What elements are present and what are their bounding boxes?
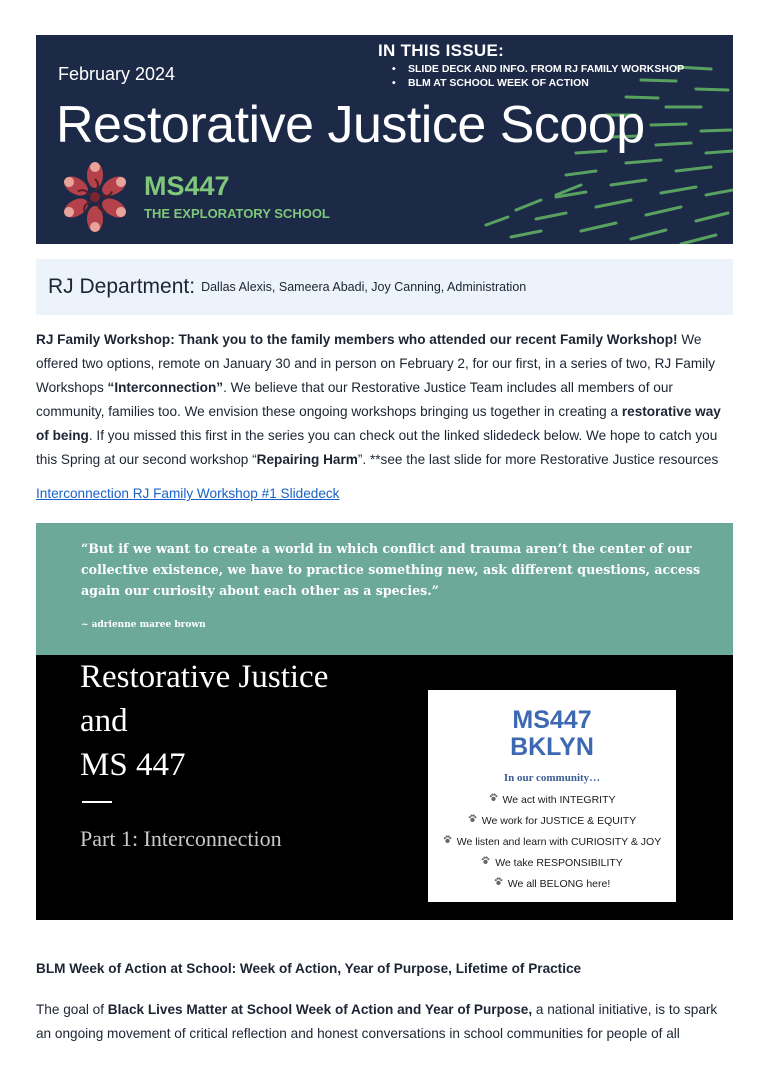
in-this-issue-heading: IN THIS ISSUE: <box>378 41 505 60</box>
department-label: RJ Department: <box>48 275 196 298</box>
slidedeck-link[interactable]: Interconnection RJ Family Workshop #1 Slidedeck <box>36 486 340 501</box>
value-item: We all BELONG here! <box>428 874 676 895</box>
in-this-issue-list <box>390 62 684 90</box>
slide-title: Restorative Justice and MS 447 <box>80 659 329 783</box>
paw-icon <box>468 814 477 823</box>
newsletter-title: Restorative Justice Scoop <box>56 96 645 154</box>
workshop-paragraph: RJ Family Workshop: Thank you to the family members who attended our recent Family Workshop! We offered two options, remote on January 30 and in person on February 2, for our first, in a series of two, RJ Family Workshops “Interconnection”. We believe that our Restorative Justice Team includes all members of our community, families too. We envision these ongoing workshops bringing us together in creating a restorative way of being. If you missed this first in the series you can check out the linked slidedeck below. We hope to catch you this Spring at our second workshop “Repairing Harm”. **see the last slide for more Restorative Justice resources <box>36 332 721 467</box>
paw-icon <box>494 877 503 886</box>
newsletter-banner <box>36 35 733 244</box>
department-box <box>36 259 733 315</box>
issue-item: • SLIDE DECK AND INFO. FROM RJ FAMILY WORKSHOP <box>390 62 684 76</box>
blm-heading: BLM Week of Action at School: Week of Action, Year of Purpose, Lifetime of Practice <box>36 961 582 976</box>
blm-paragraph: The goal of Black Lives Matter at School Week of Action and Year of Purpose, a national initiative, is to spark an ongoing movement of critical reflection and honest conversations in school communities for people of all <box>36 1002 718 1041</box>
slide-subtitle: Part 1: Interconnection <box>80 826 282 851</box>
school-code: MS447 <box>144 171 230 201</box>
slide-quote: “But if we want to create a world in which conflict and trauma aren’t the center of our collective existence, we have to practice something new, ask different questions, access again our curiosity about each other as a species.” <box>81 541 701 598</box>
workshop-lead: RJ Family Workshop: Thank you to the family members who attended our recent Family Workshop! <box>36 332 678 347</box>
slide-preview <box>36 523 733 920</box>
value-item: We listen and learn with CURIOSITY & JOY <box>428 832 676 853</box>
paw-icon <box>481 856 490 865</box>
issue-date: February 2024 <box>58 64 176 84</box>
value-item: We work for JUSTICE & EQUITY <box>428 811 676 832</box>
value-item: We take RESPONSIBILITY <box>428 853 676 874</box>
values-list <box>428 790 676 895</box>
community-values-card <box>428 690 676 902</box>
paw-icon <box>443 835 452 844</box>
slide-divider <box>82 801 112 803</box>
card-title: MS447 BKLYN <box>510 706 594 761</box>
quote-author: ~ adrienne maree brown <box>81 620 206 630</box>
school-name: THE EXPLORATORY SCHOOL <box>144 206 330 221</box>
card-subtitle: In our community… <box>503 772 601 784</box>
issue-item: • BLM AT SCHOOL WEEK OF ACTION <box>390 76 684 90</box>
school-logo-icon <box>54 159 136 235</box>
department-members: Dallas Alexis, Sameera Abadi, Joy Canning, Administration <box>201 280 527 294</box>
value-item: We act with INTEGRITY <box>428 790 676 811</box>
paw-icon <box>489 793 498 802</box>
